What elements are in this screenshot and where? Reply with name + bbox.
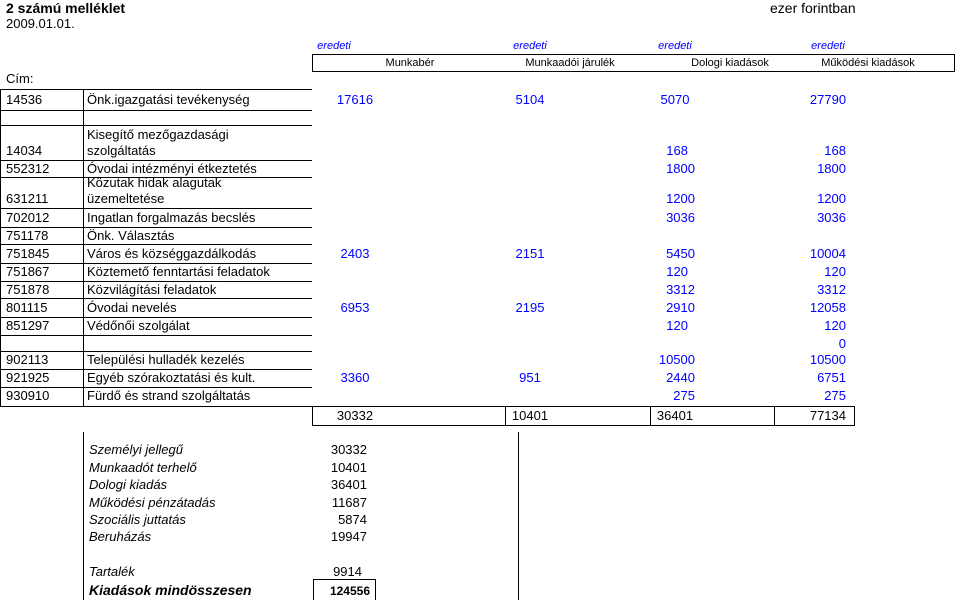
row-1-v3: 1800 (666, 161, 695, 176)
row-12-code: 921925 (6, 370, 50, 385)
row-6-v4: 120 (824, 264, 846, 279)
total-v4: 77134 (809, 408, 846, 423)
row-8-v1: 6953 (340, 300, 370, 315)
main-row-name: Önk.igazgatási tevékenység (87, 92, 250, 107)
row-4-code: 751178 (6, 228, 49, 243)
row-11-v4: 10500 (809, 352, 846, 367)
row-0-code: 14034 (6, 143, 43, 158)
row-8-v4: 12058 (809, 300, 846, 315)
row-12-v3: 2440 (666, 370, 695, 385)
main-row-code: 14536 (6, 92, 43, 107)
row-0-name1: Kisegítő mezőgazdasági (87, 127, 229, 142)
row-0-v4: 168 (824, 143, 846, 158)
row-7-v4: 3312 (817, 282, 846, 297)
row-5-v1: 2403 (340, 246, 370, 261)
main-row-v2: 5104 (515, 92, 545, 107)
row-8-name: Óvodai nevelés (87, 300, 177, 315)
col-2-tag: eredeti (513, 40, 547, 52)
row-3-code: 702012 (6, 210, 50, 225)
summary-label-4: Szociális juttatás (89, 512, 186, 527)
summary-label-5: Beruházás (89, 529, 152, 544)
row-9-code: 851297 (6, 318, 50, 333)
row-2-name2: üzemeltetése (87, 191, 165, 206)
total-v2: 10401 (511, 408, 549, 423)
col-3-header: Dologi kiadások (691, 57, 769, 69)
row-8-code: 801115 (6, 300, 48, 315)
summary-value-1: 10401 (330, 460, 367, 475)
row-3-v4: 3036 (817, 210, 846, 225)
row-8-v3: 2910 (666, 300, 695, 315)
row-0-name2: szolgáltatás (87, 143, 156, 158)
summary-value-0: 30332 (330, 442, 367, 457)
col-1-header: Munkabér (385, 57, 435, 69)
grand-total-label: Kiadások mindösszesen (89, 582, 252, 598)
col-2-header: Munkaadói járulék (525, 57, 615, 69)
row-6-v3: 120 (666, 264, 688, 279)
row-9-v4: 120 (824, 318, 846, 333)
summary-label-2: Dologi kiadás (89, 477, 168, 492)
row-7-code: 751878 (6, 282, 50, 297)
main-row-v3: 5070 (660, 92, 690, 107)
summary-label-3: Működési pénzátadás (89, 495, 216, 510)
row-2-code: 631211 (6, 191, 49, 206)
row-10-v4: 0 (838, 336, 846, 351)
row-4-name: Önk. Választás (87, 228, 175, 243)
row-12-v4: 6751 (817, 370, 846, 385)
row-1-name: Óvodai intézményi étkeztetés (87, 161, 257, 176)
row-12-v2: 951 (519, 370, 541, 385)
row-9-name: Védőnői szolgálat (87, 318, 190, 333)
summary-value-4: 5874 (338, 512, 367, 527)
col-3-tag: eredeti (658, 40, 692, 52)
main-row-v1: 17616 (336, 92, 374, 107)
main-row-v4: 27790 (809, 92, 847, 107)
row-1-code: 552312 (6, 161, 50, 176)
row-13-v4: 275 (824, 388, 846, 403)
row-5-name: Város és községgazdálkodás (87, 246, 257, 261)
row-3-name: Ingatlan forgalmazás becslés (87, 210, 256, 225)
row-13-v3: 275 (673, 388, 695, 403)
row-0-v3: 168 (666, 143, 688, 158)
row-11-code: 902113 (6, 352, 49, 367)
row-11-v3: 10500 (658, 352, 695, 367)
total-v1: 30332 (336, 408, 374, 423)
row-7-v3: 3312 (666, 282, 695, 297)
row-8-v2: 2195 (515, 300, 545, 315)
tartalek-label: Tartalék (89, 564, 135, 579)
col-4-tag: eredeti (811, 40, 845, 52)
summary-value-2: 36401 (330, 477, 367, 492)
row-13-name: Fürdő és strand szolgáltatás (87, 388, 251, 403)
row-2-v4: 1200 (817, 191, 846, 206)
row-12-v1: 3360 (340, 370, 370, 385)
row-2-name1: Közutak hidak alagutak (87, 175, 222, 190)
row-13-code: 930910 (6, 388, 50, 403)
row-6-name: Köztemető fenntartási feladatok (87, 264, 270, 279)
row-3-v3: 3036 (666, 210, 695, 225)
total-v3: 36401 (656, 408, 694, 423)
row-12-name: Egyéb szórakoztatási és kult. (87, 370, 256, 385)
row-7-name: Közvilágítási feladatok (87, 282, 217, 297)
summary-value-3: 11687 (331, 495, 367, 510)
grand-total-value: 124556 (329, 584, 370, 598)
col-4-header: Működési kiadások (821, 57, 915, 69)
cim-label: Cím: (6, 71, 34, 86)
row-2-v3: 1200 (666, 191, 695, 206)
row-5-v4: 10004 (809, 246, 846, 261)
row-5-code: 751845 (6, 246, 50, 261)
col-1-tag: eredeti (317, 40, 351, 52)
document-title: 2 számú melléklet (6, 0, 126, 16)
row-11-name: Települési hulladék kezelés (87, 352, 245, 367)
row-9-v3: 120 (666, 318, 688, 333)
summary-label-0: Személyi jellegű (89, 442, 183, 457)
row-5-v3: 5450 (666, 246, 695, 261)
summary-value-5: 19947 (330, 529, 367, 544)
row-6-code: 751867 (6, 264, 50, 279)
row-1-v4: 1800 (817, 161, 846, 176)
tartalek-value: 9914 (333, 564, 362, 579)
summary-label-1: Munkaadót terhelő (89, 460, 197, 475)
row-5-v2: 2151 (515, 246, 545, 261)
unit-label: ezer forintban (770, 0, 856, 16)
date-label: 2009.01.01. (6, 16, 75, 31)
